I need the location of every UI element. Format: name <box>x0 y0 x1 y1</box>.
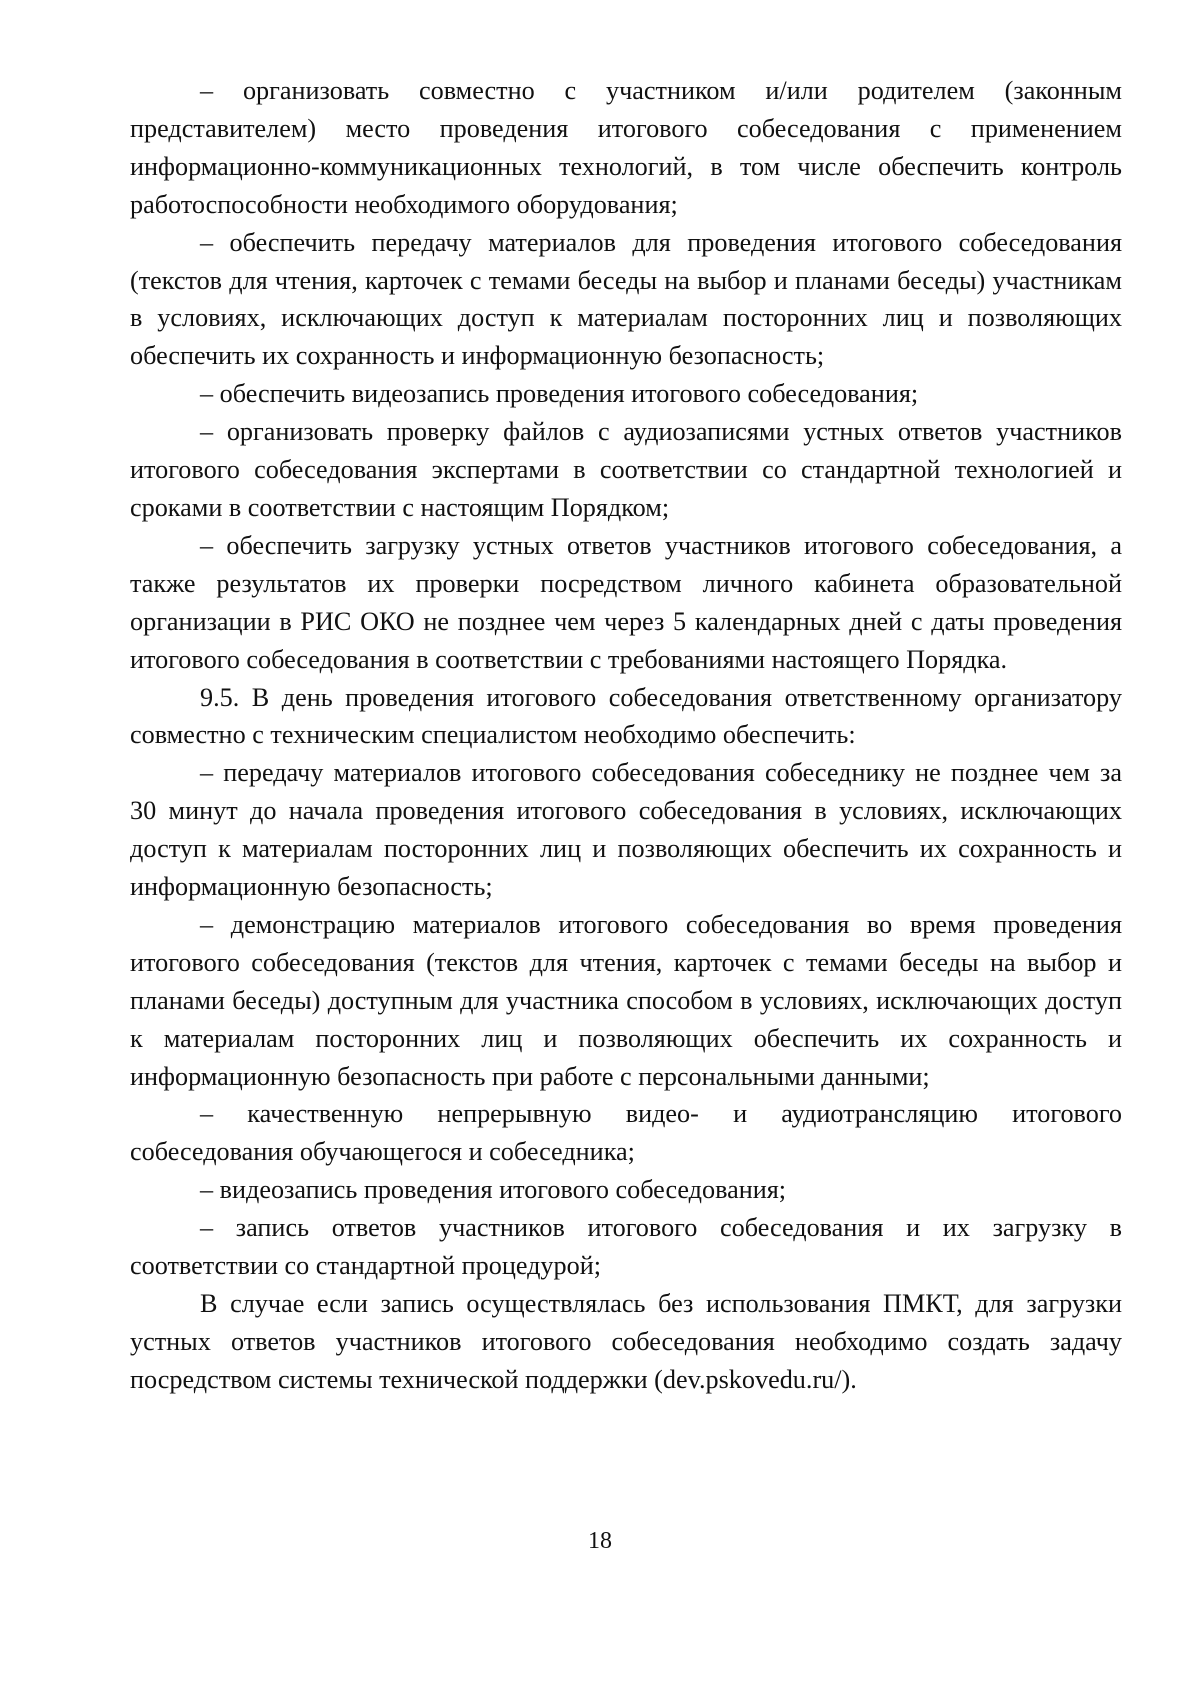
paragraph-5: – обеспечить загрузку устных ответов участников итогового собеседования, а также результатов их проверки посредством личного кабинета образовательной организации в РИС ОКО не позднее чем через 5 календарных дней с даты проведения итогового собеседования в соответствии с требованиями настоящего Порядка. <box>130 530 1122 674</box>
paragraph-9: – качественную непрерывную видео- и аудиотрансляцию итогового собеседования обучающегося и собеседника; <box>130 1099 1122 1167</box>
paragraph-10: – видеозапись проведения итогового собеседования; <box>200 1175 787 1205</box>
paragraph-7: – передачу материалов итогового собеседования собеседнику не позднее чем за 30 минут до начала проведения итогового собеседования в условиях, исключающих доступ к материалам посторонних лиц и позволяющих обеспечить их сохранность и информационную безопасность; <box>130 758 1122 902</box>
document-body <box>130 72 1122 1399</box>
paragraph-11: – запись ответов участников итогового собеседования и их загрузку в соответствии со стандартной процедурой; <box>130 1213 1122 1281</box>
paragraph-4: – организовать проверку файлов с аудиозаписями устных ответов участников итогового собеседования экспертами в соответствии со стандартной технологией и сроками в соответствии с настоящим Порядком; <box>130 417 1122 522</box>
paragraph-8: – демонстрацию материалов итогового собеседования во время проведения итогового собеседования (текстов для чтения, карточек с темами беседы на выбор и планами беседы) доступным для участника способом в условиях, исключающих доступ к материалам посторонних лиц и позволяющих обеспечить их сохранность и информационную безопасность при работе с персональными данными; <box>130 909 1122 1091</box>
section-9-5-paragraph: 9.5. В день проведения итогового собеседования ответственному организатору совместно с техническим специалистом необходимо обеспечить: <box>130 682 1122 750</box>
paragraph-2: – обеспечить передачу материалов для проведения итогового собеседования (текстов для чтения, карточек с темами беседы на выбор и планами беседы) участникам в условиях, исключающих доступ к материалам посторонних лиц и позволяющих обеспечить их сохранность и информационную безопасность; <box>130 227 1122 371</box>
paragraph-3: – обеспечить видеозапись проведения итогового собеседования; <box>200 379 919 409</box>
paragraph-12: В случае если запись осуществлялась без использования ПМКТ, для загрузки устных ответов участников итогового собеседования необходимо создать задачу посредством системы технической поддержки (dev.pskovedu.ru/). <box>130 1289 1122 1394</box>
paragraph-1: – организовать совместно с участником и/или родителем (законным представителем) место проведения итогового собеседования с применением информационно-коммуникационных технологий, в том числе обеспечить контроль работоспособности необходимого оборудования; <box>130 76 1122 219</box>
page-number: 18 <box>588 1528 612 1554</box>
